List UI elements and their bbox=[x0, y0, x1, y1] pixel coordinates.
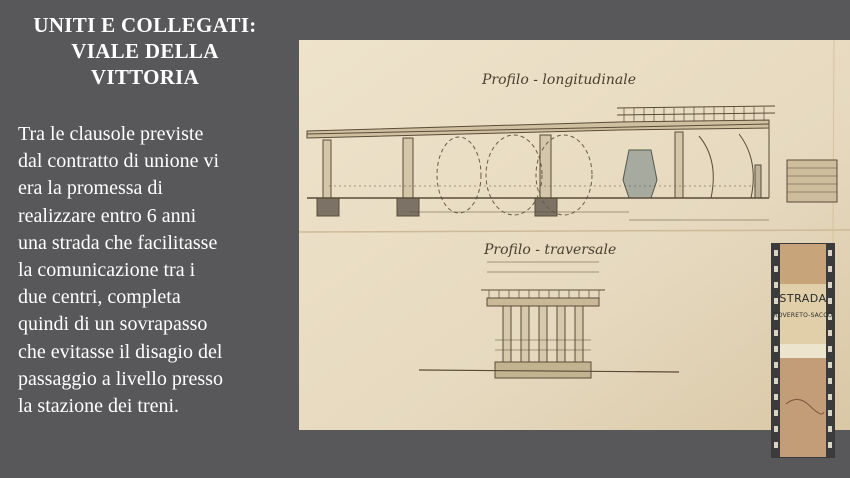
strip-label-title: STRADA bbox=[779, 292, 827, 305]
label-longitudinal-profile: Profilo - longitudinale bbox=[482, 72, 636, 88]
bridge-technical-drawing bbox=[299, 40, 850, 430]
title-line: VITTORIA bbox=[90, 65, 200, 89]
body-line: la stazione dei treni. bbox=[18, 395, 180, 418]
folder-strip-graphic bbox=[772, 244, 834, 457]
label-transverse-profile: Profilo - traversale bbox=[484, 242, 617, 258]
body-line: dal contratto di unione vi bbox=[18, 150, 220, 173]
body-line: una strada che facilitasse bbox=[18, 231, 218, 254]
body-line: realizzare entro 6 anni bbox=[18, 204, 197, 227]
slide-title bbox=[14, 12, 276, 90]
body-line: quindi di un sovrapasso bbox=[18, 313, 208, 336]
title-line: VIALE DELLA bbox=[71, 39, 219, 63]
body-line: Tra le clausole previste bbox=[18, 123, 204, 145]
body-line: era la promessa di bbox=[18, 177, 163, 200]
body-line: due centri, completa bbox=[18, 286, 181, 309]
drawing-sketch bbox=[299, 40, 850, 430]
body-line: che evitasse il disagio del bbox=[18, 340, 223, 363]
slide-body-text bbox=[18, 121, 290, 420]
body-line: passaggio a livello presso bbox=[18, 367, 223, 390]
strip-label-subtitle: ROVERETO-SACCO bbox=[773, 312, 833, 319]
title-line: UNITI E COLLEGATI: bbox=[33, 13, 257, 37]
body-line: la comunicazione tra i bbox=[18, 259, 196, 282]
archive-folder-strip bbox=[772, 244, 834, 457]
